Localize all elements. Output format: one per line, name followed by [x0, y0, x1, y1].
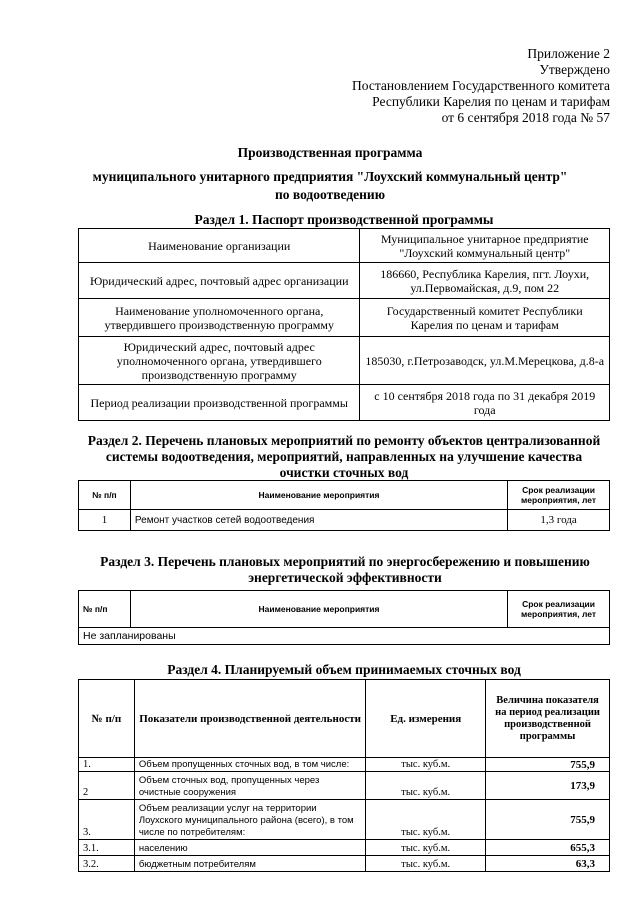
wastewater-volume-table [78, 679, 610, 872]
row-name: Ремонт участков сетей водоотведения [130, 510, 507, 531]
col-header-term: Срок реализации мероприятия, лет [508, 591, 610, 628]
row-name: Объем сточных вод, пропущенных через очистные сооружения [134, 772, 365, 800]
table-row [79, 772, 610, 800]
approved-label: Утверждено [539, 62, 610, 77]
resolution-line: Постановлением Государственного комитета [352, 78, 610, 93]
not-planned-note: Не запланированы [79, 628, 610, 645]
row-name: населению [134, 840, 365, 856]
committee-line: Республики Карелия по ценам и тарифам [372, 94, 610, 109]
row-num: 2 [79, 772, 135, 800]
row-value: 755,9 [486, 758, 610, 772]
passport-value: 185030, г.Петрозаводск, ул.М.Мерецкова, д.8-а [360, 337, 610, 385]
passport-label: Период реализации производственной программы [79, 385, 360, 421]
col-header-num: № п/п [79, 680, 135, 758]
section2-title: Раздел 2. Перечень плановых мероприятий по ремонту объектов централизованной системы водоотведения, мероприятий, направленных на улучшение качества очистки сточных вод [87, 433, 601, 480]
col-header-num: № п/п [79, 591, 131, 628]
table-row [79, 385, 610, 421]
row-num: 3.2. [79, 856, 135, 872]
approval-header [352, 46, 610, 126]
table-header-row [79, 591, 610, 628]
table-row [79, 758, 610, 772]
resolution-date: от 6 сентября 2018 года № 57 [441, 110, 610, 125]
col-header-name: Наименование мероприятия [130, 481, 507, 510]
appendix-label: Приложение 2 [527, 46, 610, 61]
passport-value: 186660, Республика Карелия, пгт. Лоухи, ул.Первомайская, д.9, пом 22 [360, 263, 610, 299]
row-num: 1 [79, 510, 131, 531]
repair-measures-table [78, 480, 610, 531]
table-row [79, 840, 610, 856]
row-unit: тыс. куб.м. [366, 772, 486, 800]
row-name: бюджетным потребителям [134, 856, 365, 872]
passport-value: с 10 сентября 2018 года по 31 декабря 2019 года [360, 385, 610, 421]
row-unit: тыс. куб.м. [366, 758, 486, 772]
energy-measures-table [78, 590, 610, 645]
table-header-row [79, 680, 610, 758]
passport-value: Государственный комитет Республики Карелия по ценам и тарифам [360, 299, 610, 337]
document-title [60, 144, 600, 204]
passport-label: Юридический адрес, почтовый адрес уполномоченного органа, утвердившего производственную программу [79, 337, 360, 385]
row-unit: тыс. куб.м. [366, 800, 486, 840]
table-row [79, 856, 610, 872]
col-header-value: Величина показателя на период реализации производственной программы [486, 680, 610, 758]
table-row [79, 800, 610, 840]
row-name: Объем пропущенных сточных вод, в том числе: [134, 758, 365, 772]
table-row [79, 229, 610, 263]
row-num: 3. [79, 800, 135, 840]
title-line-2: муниципального унитарного предприятия "Лоухский коммунальный центр" [92, 169, 568, 184]
row-value: 173,9 [486, 772, 610, 800]
col-header-indicator: Показатели производственной деятельности [134, 680, 365, 758]
col-header-name: Наименование мероприятия [130, 591, 507, 628]
row-name: Объем реализации услуг на территории Лоухского муниципального района (всего), в том числе по потребителям: [134, 800, 365, 840]
row-unit: тыс. куб.м. [366, 840, 486, 856]
row-term: 1,3 года [508, 510, 610, 531]
title-line-3: по водоотведению [274, 187, 386, 202]
passport-label: Наименование уполномоченного органа, утвердившего производственную программу [79, 299, 360, 337]
row-value: 755,9 [486, 800, 610, 840]
row-num: 3.1. [79, 840, 135, 856]
col-header-num: № п/п [79, 481, 131, 510]
passport-label: Наименование организации [79, 229, 360, 263]
table-row [79, 510, 610, 531]
row-unit: тыс. куб.м. [366, 856, 486, 872]
row-num: 1. [79, 758, 135, 772]
col-header-term: Срок реализации мероприятия, лет [508, 481, 610, 510]
table-row [79, 628, 610, 645]
row-value: 63,3 [486, 856, 610, 872]
passport-label: Юридический адрес, почтовый адрес организации [79, 263, 360, 299]
passport-table [78, 228, 610, 421]
section3-title: Раздел 3. Перечень плановых мероприятий по энергосбережению и повышению энергетической эффективности [100, 554, 590, 585]
row-value: 655,3 [486, 840, 610, 856]
title-line-1: Производственная программа [237, 145, 423, 160]
table-header-row [79, 481, 610, 510]
section1-title: Раздел 1. Паспорт производственной программы [194, 212, 494, 227]
section4-title: Раздел 4. Планируемый объем принимаемых сточных вод [167, 662, 521, 677]
table-row [79, 337, 610, 385]
table-row [79, 299, 610, 337]
table-row [79, 263, 610, 299]
col-header-unit: Ед. измерения [366, 680, 486, 758]
passport-value: Муниципальное унитарное предприятие "Лоухский коммунальный центр" [360, 229, 610, 263]
